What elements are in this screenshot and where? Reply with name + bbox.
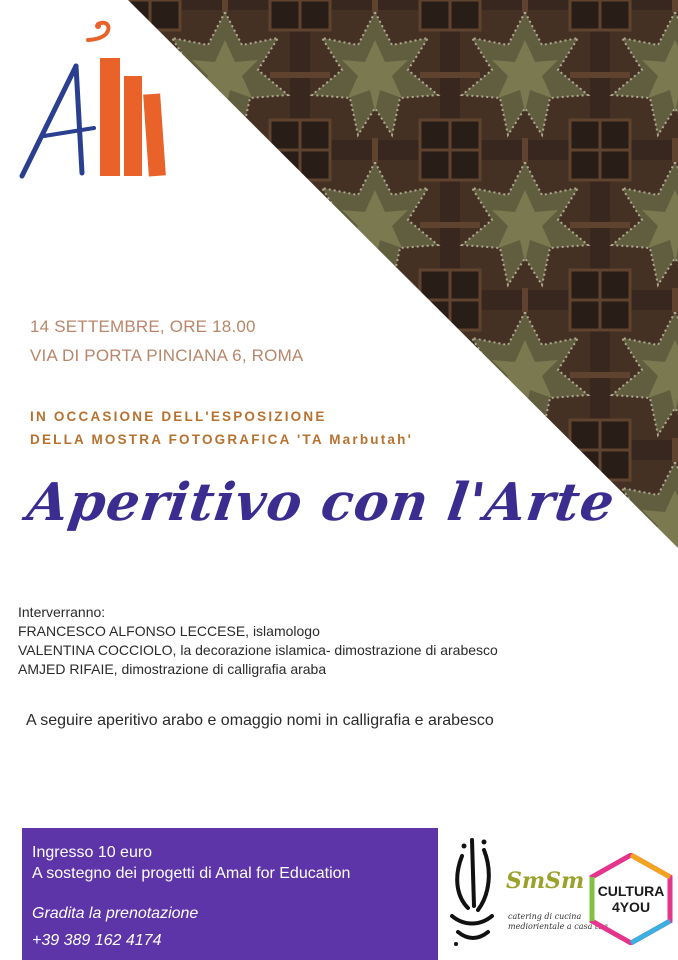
ticket-price-block [32,842,350,884]
speaker-item: AMJED RIFAIE, dimostrazione di calligrafia araba [18,661,327,677]
speakers-list [18,603,498,679]
ticket-info-box [22,828,438,960]
cultura4you-line-2: 4YOU [611,899,651,915]
speaker-item: VALENTINA COCCIOLO, la decorazione islamica- dimostrazione di arabesco [18,642,498,658]
cultura4you-line-1: CULTURA [597,883,665,899]
ticket-price: Ingresso 10 euro [32,844,153,861]
speaker-item: FRANCESCO ALFONSO LECCESE, islamologo [18,623,320,639]
follow-up-text: A seguire aperitivo arabo e omaggio nomi in calligrafia e arabesco [26,712,494,729]
arabic-calligraphy-logo [444,836,500,952]
cultura4you-logo [586,853,676,945]
occasion-line-1: IN OCCASIONE DELL'ESPOSIZIONE [30,409,327,424]
occasion-text [30,405,413,451]
ta-marbutah-books-logo [14,18,174,183]
smsm-tagline-line-1: catering di cucina [508,912,582,921]
ticket-support: A sostegno dei progetti di Amal for Education [32,865,351,882]
cultura4you-text [586,883,676,915]
event-details [30,312,303,370]
smsm-tagline-line-2: mediorientale a casa tua [508,922,609,931]
event-address: VIA DI PORTA PINCIANA 6, ROMA [30,346,304,365]
occasion-line-2: DELLA MOSTRA FOTOGRAFICA 'TA Marbutah' [30,432,413,447]
booking-phone: +39 389 162 4174 [32,932,162,949]
smsm-name: SmSm [506,868,585,894]
booking-note: Gradita la prenotazione [32,905,199,922]
booking-block [32,900,198,954]
smsm-catering-logo [504,868,609,948]
event-headline: Aperitivo con l'Arte [23,472,619,533]
speakers-heading: Interverranno: [18,604,106,620]
event-date-time: 14 SETTEMBRE, ORE 18.00 [30,317,256,336]
